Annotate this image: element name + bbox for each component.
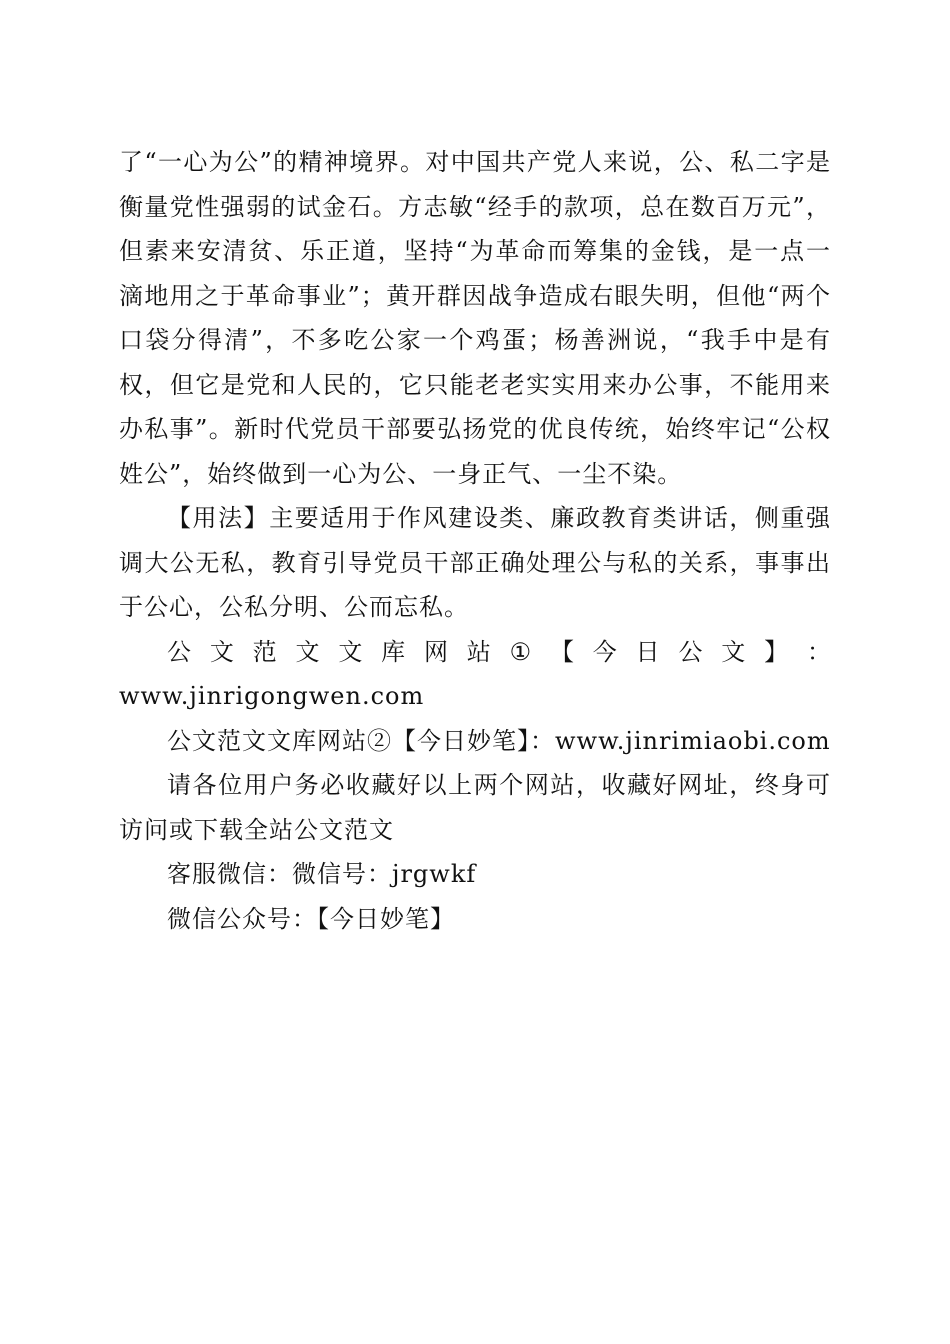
site1-label <box>119 630 831 675</box>
site1-char: 文 <box>295 637 320 666</box>
site1-char: 网 <box>423 637 448 666</box>
document-page <box>119 140 831 941</box>
site1-char: 文 <box>721 637 746 666</box>
usage-paragraph: 【用法】主要适用于作风建设类、廉政教育类讲话，侧重强调大公无私，教育引导党员干部正确处理公与私的关系，事事出于公心，公私分明、公而忘私。 <box>119 504 831 621</box>
wechat-account: 微信公众号：【今日妙笔】 <box>167 904 455 933</box>
wechat-service: 客服微信：微信号：jrgwkf <box>167 860 477 888</box>
site1-url: www.jinrigongwen.com <box>119 682 425 710</box>
site1-char: 公 <box>678 637 703 666</box>
body-paragraph-1: 了“一心为公”的精神境界。对中国共产党人来说，公、私二字是衡量党性强弱的试金石。方志敏“经手的款项，总在数百万元”，但素来安清贫、乐正道，坚持“为革命而筹集的金钱，是一点一滴地用之于革命事业”；黄开群因战争造成右眼失明，但他“两个口袋分得清”，不多吃公家一个鸡蛋；杨善洲说，“我手中是有权，但它是党和人民的，它只能老老实实用来办公事，不能用来办私事”。新时代党员干部要弘扬党的优良传统，始终牢记“公权姓公”，始终做到一心为公、一身正气、一尘不染。 <box>119 148 831 488</box>
site1-char: 【 <box>549 637 574 666</box>
site1-char: 文 <box>338 637 363 666</box>
site1-char: 今 <box>592 637 617 666</box>
site2-line: 公文范文文库网站②【今日妙笔】：www.jinrimiaobi.com <box>167 726 831 755</box>
site1-char: 公 <box>167 637 191 666</box>
site1-char: 】 <box>764 637 789 666</box>
site1-char: ① <box>509 637 532 666</box>
site1-char: 站 <box>466 637 491 666</box>
site1-char: ： <box>806 637 831 666</box>
bookmark-notice: 请各位用户务必收藏好以上两个网站，收藏好网址，终身可访问或下载全站公文范文 <box>119 771 831 844</box>
site1-char: 库 <box>381 637 406 666</box>
site1-char: 范 <box>252 637 277 666</box>
site1-char: 日 <box>635 637 660 666</box>
site1-char: 文 <box>209 637 234 666</box>
